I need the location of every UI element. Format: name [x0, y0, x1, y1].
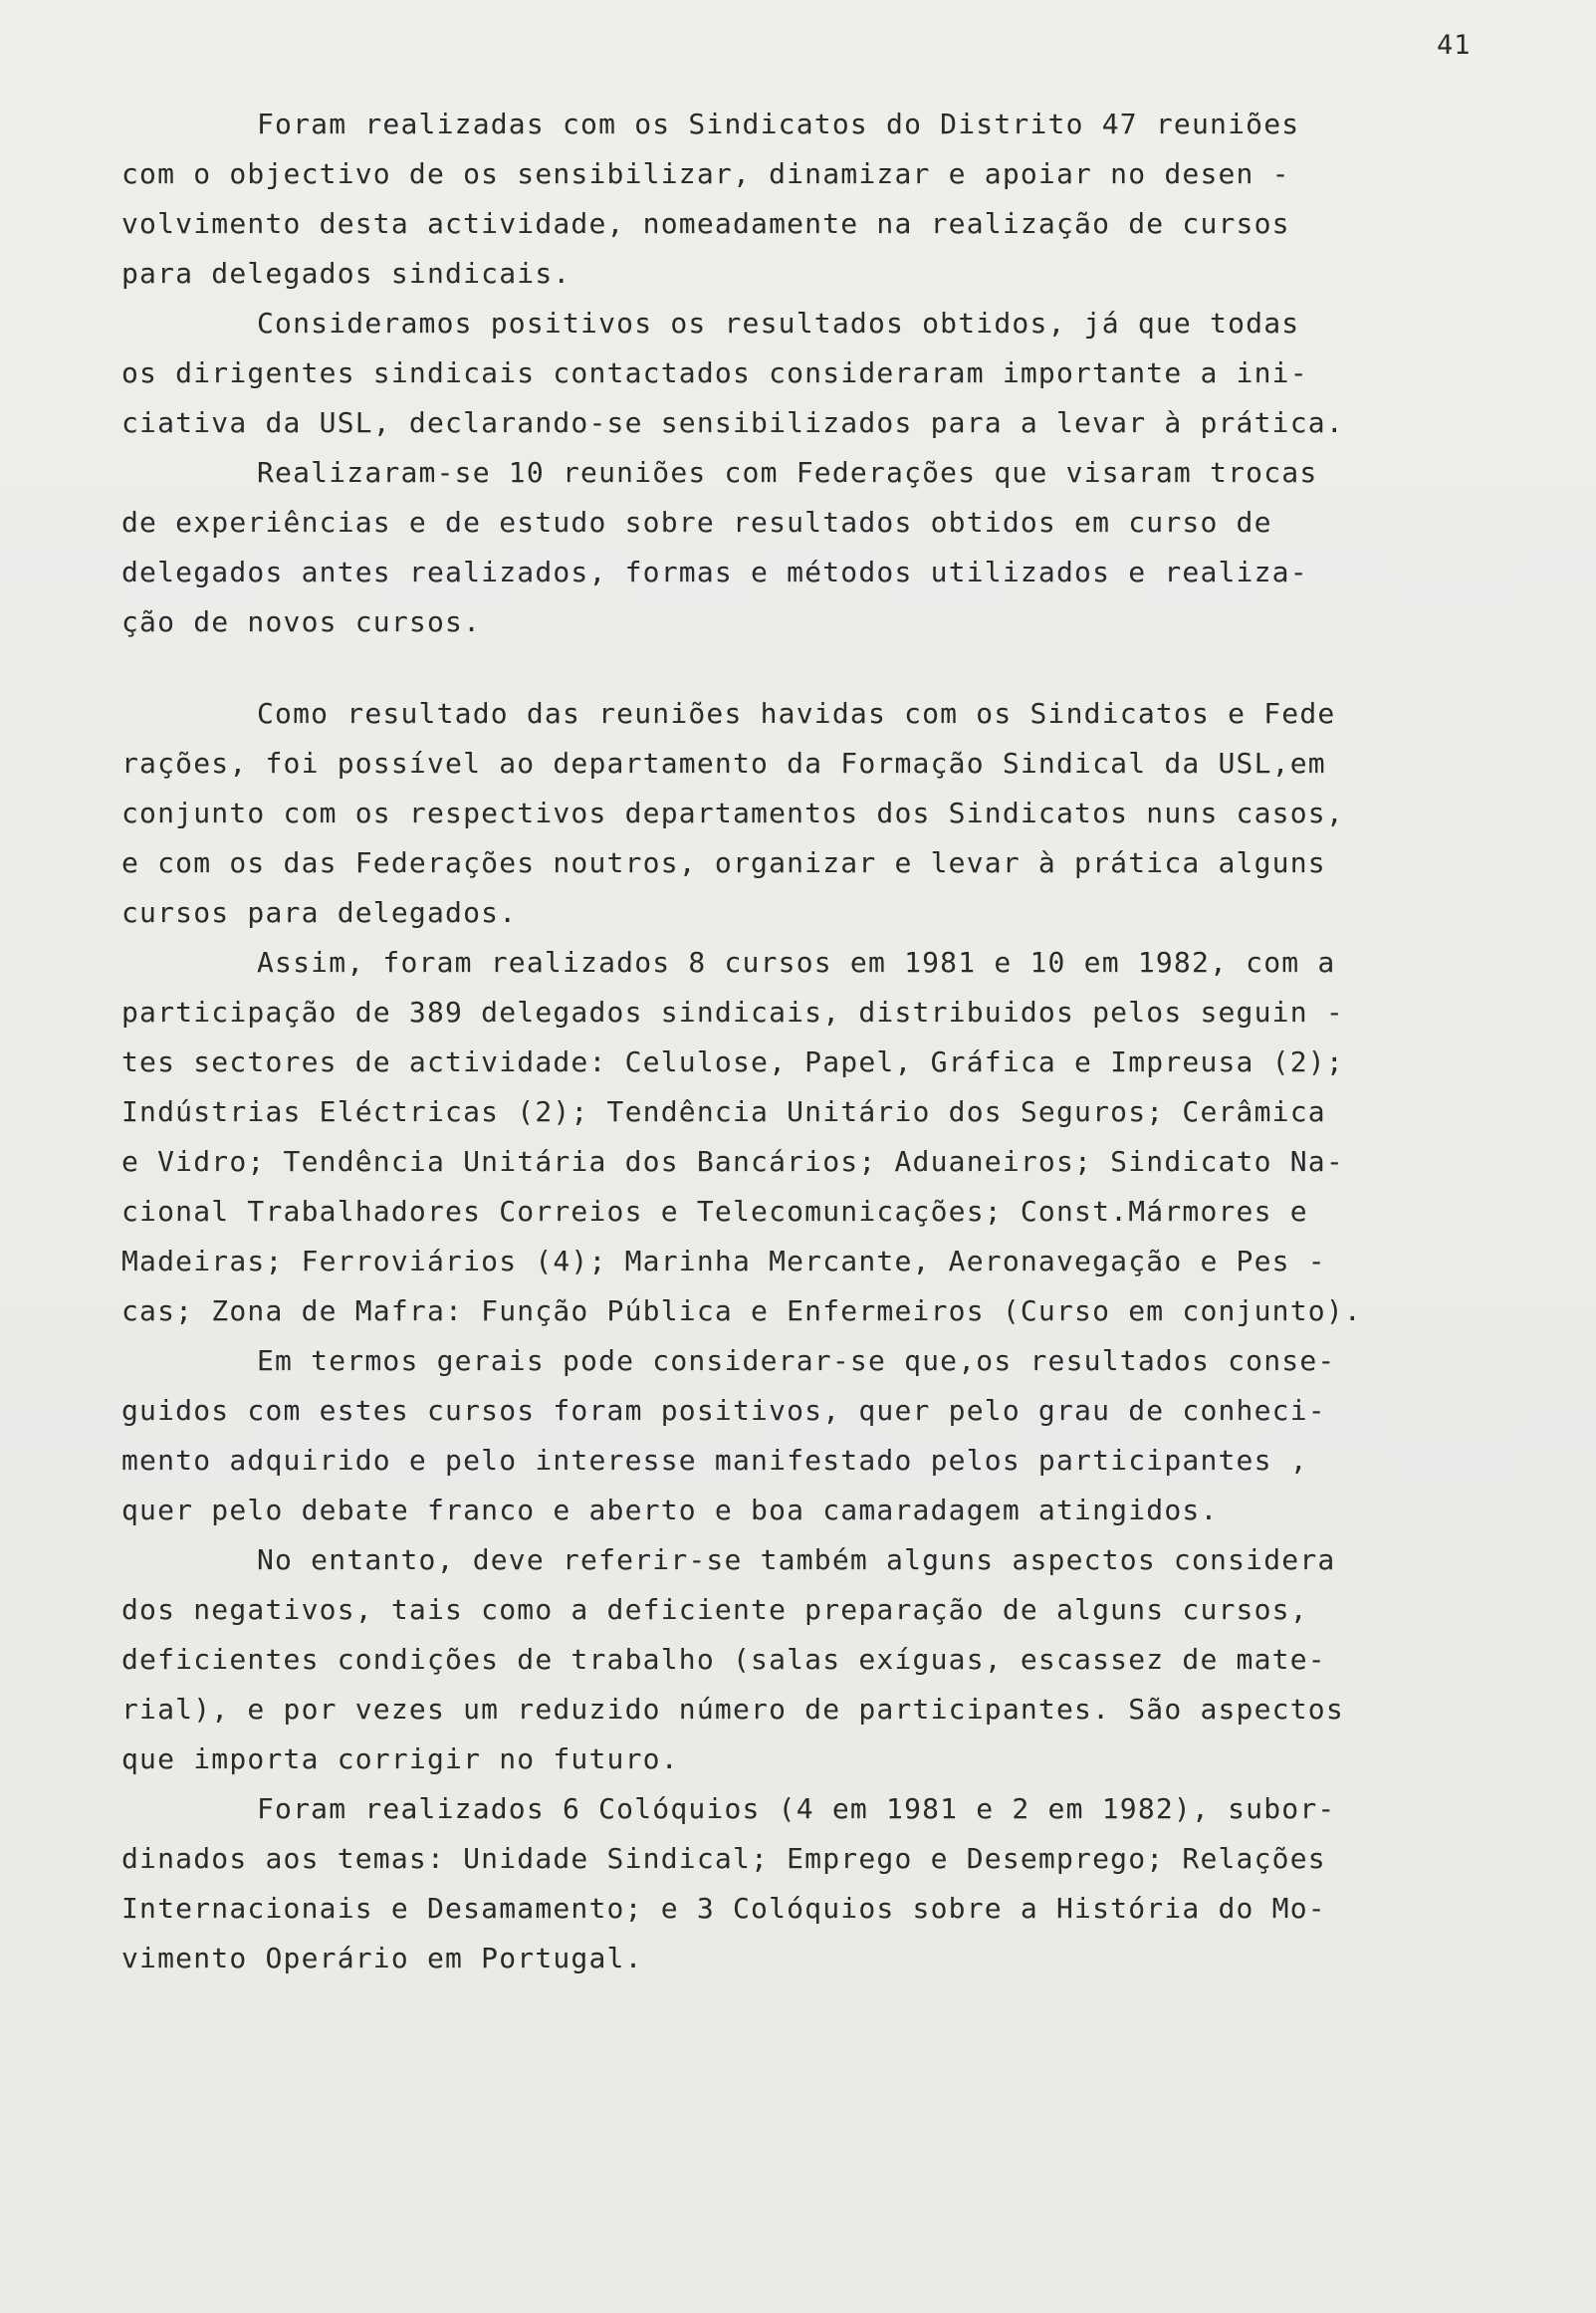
- text-line: Indústrias Eléctricas (2); Tendência Unitário dos Seguros; Cerâmica: [121, 1095, 1326, 1128]
- text-line: deficientes condições de trabalho (salas exíguas, escassez de mate-: [121, 1643, 1326, 1676]
- text-line: com o objectivo de os sensibilizar, dinamizar e apoiar no desen -: [121, 157, 1290, 190]
- text-line: Em termos gerais pode considerar-se que,os resultados conse-: [257, 1344, 1336, 1377]
- text-line: participação de 389 delegados sindicais, distribuidos pelos seguin -: [121, 996, 1344, 1029]
- text-line: rações, foi possível ao departamento da Formação Sindical da USL,em: [121, 747, 1326, 780]
- paragraph-gap: [121, 647, 1476, 689]
- text-line: mento adquirido e pelo interesse manifestado pelos participantes ,: [121, 1444, 1308, 1477]
- text-line: que importa corrigir no futuro.: [121, 1742, 679, 1775]
- text-line: quer pelo debate franco e aberto e boa camaradagem atingidos.: [121, 1494, 1219, 1526]
- text-line: tes sectores de actividade: Celulose, Papel, Gráfica e Impreusa (2);: [121, 1045, 1344, 1078]
- text-line: ciativa da USL, declarando-se sensibilizados para a levar à prática.: [121, 406, 1344, 439]
- body-text: [121, 100, 1476, 1983]
- text-line: cas; Zona de Mafra: Função Pública e Enfermeiros (Curso em conjunto).: [121, 1294, 1362, 1327]
- text-line: Madeiras; Ferroviários (4); Marinha Mercante, Aeronavegação e Pes -: [121, 1245, 1326, 1277]
- text-line: dos negativos, tais como a deficiente preparação de alguns cursos,: [121, 1593, 1308, 1626]
- text-line: cional Trabalhadores Correios e Telecomunicações; Const.Mármores e: [121, 1195, 1308, 1228]
- text-line: para delegados sindicais.: [121, 257, 571, 290]
- text-line: guidos com estes cursos foram positivos, quer pelo grau de conheci-: [121, 1394, 1326, 1427]
- text-line: dinados aos temas: Unidade Sindical; Emprego e Desemprego; Relações: [121, 1842, 1326, 1875]
- text-line: Foram realizadas com os Sindicatos do Distrito 47 reuniões: [257, 108, 1300, 140]
- text-line: volvimento desta actividade, nomeadamente na realização de cursos: [121, 207, 1290, 240]
- text-line: delegados antes realizados, formas e métodos utilizados e realiza-: [121, 556, 1308, 588]
- text-line: cursos para delegados.: [121, 896, 518, 929]
- text-line: vimento Operário em Portugal.: [121, 1942, 643, 1974]
- text-line: ção de novos cursos.: [121, 605, 482, 638]
- page-number: 41: [1437, 30, 1472, 61]
- text-line: conjunto com os respectivos departamentos dos Sindicatos nuns casos,: [121, 797, 1344, 829]
- text-line: de experiências e de estudo sobre resultados obtidos em curso de: [121, 506, 1272, 539]
- text-line: Foram realizados 6 Colóquios (4 em 1981 e 2 em 1982), subor-: [257, 1792, 1336, 1825]
- text-line: os dirigentes sindicais contactados consideraram importante a ini-: [121, 356, 1308, 389]
- text-line: Como resultado das reuniões havidas com os Sindicatos e Fede: [257, 697, 1336, 730]
- text-line: Assim, foram realizados 8 cursos em 1981 e 10 em 1982, com a: [257, 946, 1336, 979]
- text-line: Internacionais e Desamamento; e 3 Colóquios sobre a História do Mo-: [121, 1892, 1326, 1925]
- text-line: e com os das Federações noutros, organizar e levar à prática alguns: [121, 846, 1326, 879]
- text-line: e Vidro; Tendência Unitária dos Bancários; Aduaneiros; Sindicato Na-: [121, 1145, 1344, 1178]
- text-line: Realizaram-se 10 reuniões com Federações que visaram trocas: [257, 456, 1318, 489]
- text-line: No entanto, deve referir-se também alguns aspectos considera: [257, 1543, 1336, 1576]
- text-line: Consideramos positivos os resultados obtidos, já que todas: [257, 307, 1300, 340]
- text-line: rial), e por vezes um reduzido número de participantes. São aspectos: [121, 1693, 1344, 1726]
